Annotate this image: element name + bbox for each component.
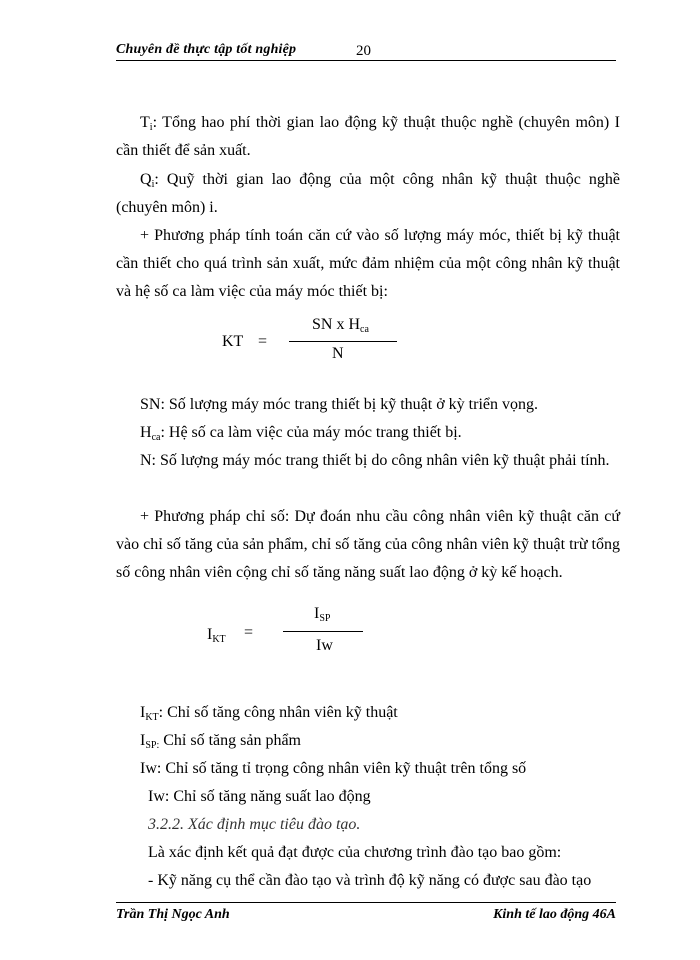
method-index-paragraph: + Phương pháp chỉ số: Dự đoán nhu cầu công nhân viên kỹ thuật căn cứ vào chỉ số tăng của sản phẩm, chỉ số tăng của công nhân viên kỹ thuật trừ tổng số công nhân viên cộng chỉ số tăng năng suất lao động ở kỳ kế hoạch. [116,508,620,581]
formula-kt-equals: = [258,333,268,350]
formula-kt-fraction-bar [289,341,397,342]
formula-ikt-numerator: $I_{SP}$ [314,605,331,624]
qi-definition [116,166,620,222]
formula-kt-lhs: KT [222,333,244,350]
qi-symbol: Q [140,171,152,188]
header-title: Chuyên đề thực tập tốt nghiệp [116,42,297,57]
qi-text: : Quỹ thời gian lao động của một công nhân kỹ thuật thuộc nghề (chuyên môn) i. [116,171,620,216]
section-bullet-1: - Kỹ năng cụ thể cần đào tạo và trình độ kỹ năng có được sau đào tạo [148,872,592,889]
page-number: 20 [356,43,371,59]
iw-definition-2: Iw: Chỉ số tăng năng suất lao động [148,788,371,805]
method-machines-paragraph: + Phương pháp tính toán căn cứ vào số lượng máy móc, thiết bị kỹ thuật cần thiết cho quá trình sản xuất, mức đảm nhiệm của một công nhân kỹ thuật và hệ số ca làm việc của máy móc thiết bị: [116,227,620,300]
ti-definition [116,109,620,165]
page-header [116,40,616,61]
section-heading: 3.2.2. Xác định mục tiêu đào tạo. [148,816,361,833]
isp-definition: $I_{SP:}$ Chỉ số tăng sản phẩm [140,732,301,751]
formula-kt-numerator: SN x $H_{ca}$ [312,316,369,335]
formula-kt-denominator: N [332,345,344,362]
ti-symbol: T [140,114,150,131]
sn-definition: SN: Số lượng máy móc trang thiết bị kỹ thuật ở kỳ triển vọng. [140,396,538,413]
formula-ikt-fraction-bar [283,631,363,632]
page-footer [116,902,616,927]
formula-ikt-denominator: Iw [316,637,333,654]
footer-class: Kinh tế lao động 46A [493,907,616,922]
formula-ikt-lhs: $I_{KT}$ [207,626,226,645]
hca-definition: $H_{ca}$: Hệ số ca làm việc của máy móc trang thiết bị. [140,424,462,443]
section-intro: Là xác định kết quả đạt được của chương trình đào tạo bao gồm: [148,844,562,861]
n-definition: N: Số lượng máy móc trang thiết bị do công nhân viên kỹ thuật phải tính. [140,452,610,469]
ti-text: : Tổng hao phí thời gian lao động kỹ thuật thuộc nghề (chuyên môn) I cần thiết để sản xuất. [116,114,620,159]
iw-definition-1: Iw: Chỉ số tăng tỉ trọng công nhân viên kỹ thuật trên tổng số [140,760,527,777]
ikt-definition: $I_{KT}$: Chỉ số tăng công nhân viên kỹ thuật [140,704,398,723]
formula-ikt-equals: = [244,624,254,641]
ti-subscript: i [149,122,153,133]
qi-subscript: i [151,179,155,190]
footer-author: Trần Thị Ngọc Anh [116,907,230,922]
